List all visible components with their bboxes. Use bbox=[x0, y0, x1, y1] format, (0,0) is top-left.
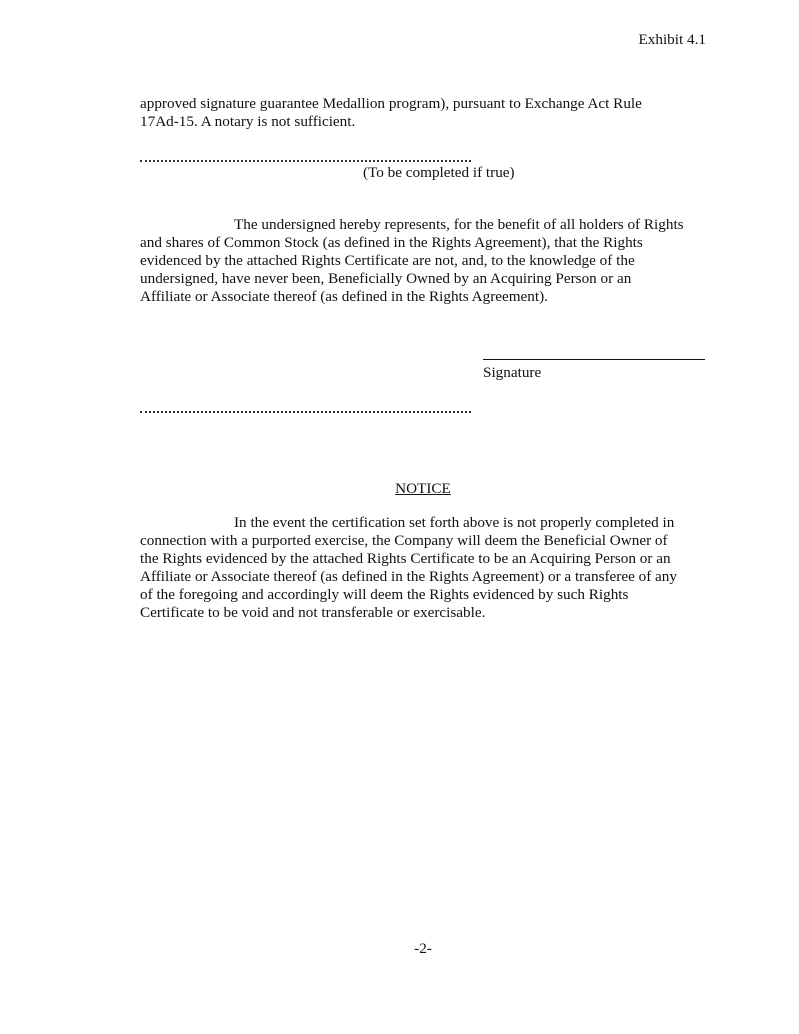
paragraph-line: Affiliate or Associate thereof (as defined in the Rights Agreement) or a transferee of any bbox=[140, 568, 677, 585]
dotted-fill-line bbox=[140, 409, 471, 413]
paragraph-line: and shares of Common Stock (as defined in the Rights Agreement), that the Rights bbox=[140, 234, 643, 251]
paragraph-line: the Rights evidenced by the attached Rights Certificate to be an Acquiring Person or an bbox=[140, 550, 671, 567]
paragraph-line: Affiliate or Associate thereof (as defined in the Rights Agreement). bbox=[140, 288, 548, 305]
paragraph-line: approved signature guarantee Medallion program), pursuant to Exchange Act Rule bbox=[140, 95, 642, 112]
completion-note: (To be completed if true) bbox=[363, 164, 515, 181]
paragraph-line: 17Ad-15. A notary is not sufficient. bbox=[140, 113, 356, 130]
exhibit-label: Exhibit 4.1 bbox=[638, 31, 706, 48]
signature-label: Signature bbox=[483, 364, 542, 381]
signature-line[interactable] bbox=[483, 359, 705, 360]
page-number: -2- bbox=[414, 940, 432, 957]
paragraph-line: of the foregoing and accordingly will deem the Rights evidenced by such Rights bbox=[140, 586, 629, 603]
notice-heading: NOTICE bbox=[395, 480, 451, 497]
representation-paragraph bbox=[140, 216, 710, 306]
paragraph-line: connection with a purported exercise, the Company will deem the Beneficial Owner of bbox=[140, 532, 668, 549]
paragraph-line: Certificate to be void and not transferable or exercisable. bbox=[140, 604, 486, 621]
signature-guarantee-paragraph bbox=[140, 95, 685, 131]
paragraph-line: In the event the certification set forth above is not properly completed in bbox=[234, 514, 675, 531]
notice-paragraph bbox=[140, 514, 710, 622]
paragraph-line: undersigned, have never been, Beneficially Owned by an Acquiring Person or an bbox=[140, 270, 632, 287]
dotted-fill-line bbox=[140, 158, 471, 162]
paragraph-line: The undersigned hereby represents, for the benefit of all holders of Rights bbox=[234, 216, 684, 233]
paragraph-line: evidenced by the attached Rights Certificate are not, and, to the knowledge of the bbox=[140, 252, 635, 269]
